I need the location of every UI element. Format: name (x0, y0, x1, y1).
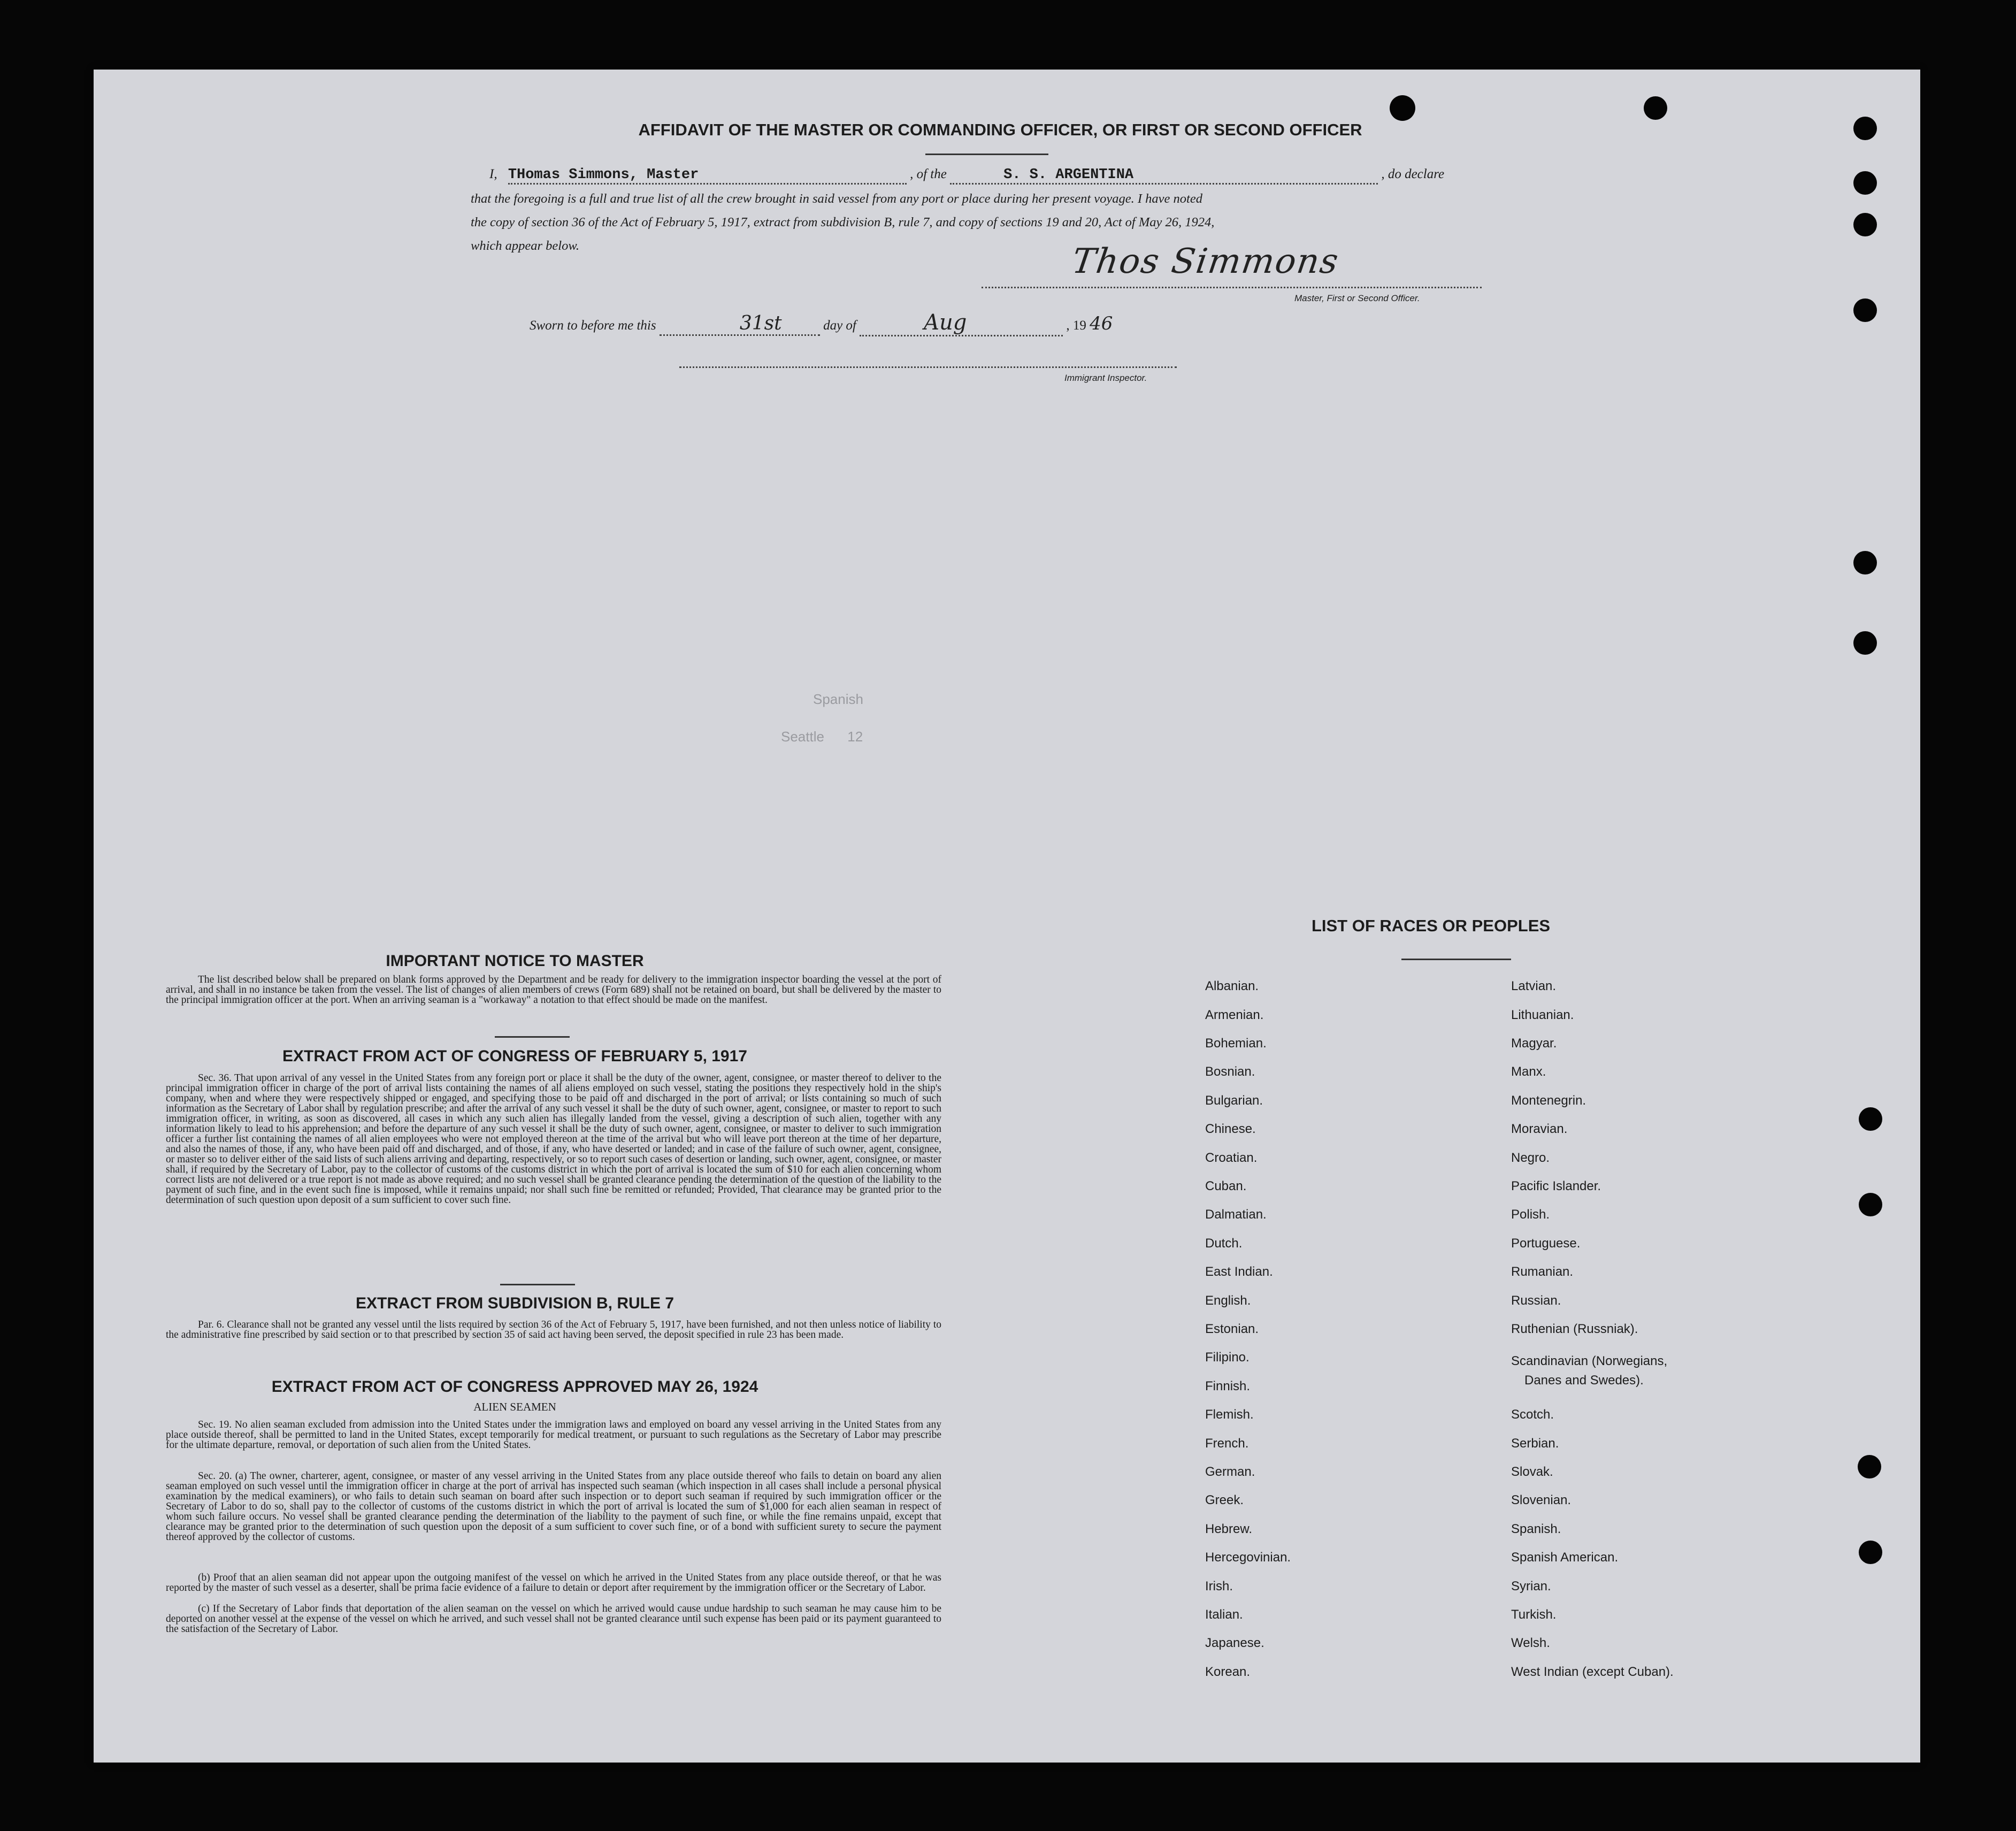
race-item: Japanese. (1205, 1636, 1264, 1650)
race-item: Spanish. (1511, 1522, 1561, 1536)
inspector-caption: Immigrant Inspector. (1064, 373, 1147, 383)
sec20b-text: (b) Proof that an alien seaman did not appear upon the outgoing manifest of the vessel on which he arrived in the United States from any place outside thereof, or that he was reported by the master of such vessel as a deserter, shall be prima facie evidence of a failure to detain or deport after requirement by the immigration officer or the Secretary of Labor. (166, 1572, 941, 1593)
race-item: Dalmatian. (1205, 1207, 1267, 1222)
race-item: Cuban. (1205, 1179, 1247, 1193)
race-item: Polish. (1511, 1207, 1550, 1222)
race-item: Greek. (1205, 1493, 1244, 1507)
punch-hole (1859, 1107, 1882, 1131)
signer-caption: Master, First or Second Officer. (1294, 293, 1420, 303)
affidavit-title: AFFIDAVIT OF THE MASTER OR COMMANDING OFFICER, OR FIRST OR SECOND OFFICER (638, 120, 1362, 139)
punch-hole (1853, 631, 1877, 655)
races-divider (1401, 959, 1511, 960)
affidavit-line-1 (489, 167, 1586, 184)
sec20c-text: (c) If the Secretary of Labor finds that deportation of the alien seaman on the vessel on which he arrived would cause undue hardship to such seaman he may cause him to be deported on another vessel at the expense of the vessel on which he arrived, and such vessel shall not be granted clearance until such expense has been paid or its payment guaranteed to the satisfaction of the Secretary of Labor. (166, 1603, 941, 1635)
race-item: Rumanian. (1511, 1265, 1574, 1279)
bleed-through-text: Spanish (813, 691, 863, 707)
do-declare-label: , do declare (1381, 167, 1445, 181)
punch-hole (1644, 96, 1667, 120)
extract-1917-title: EXTRACT FROM ACT OF CONGRESS OF FEBRUARY 5, 1917 (282, 1047, 747, 1065)
year-field: 46 (1090, 313, 1113, 334)
extract-rule7-title: EXTRACT FROM SUBDIVISION B, RULE 7 (355, 1294, 674, 1312)
race-item: Finnish. (1205, 1379, 1251, 1393)
race-item: Bosnian. (1205, 1064, 1255, 1079)
section-divider (495, 1036, 570, 1038)
race-item: Korean. (1205, 1665, 1251, 1679)
affidavit-line-4: which appear below. (471, 239, 580, 253)
punch-hole (1853, 551, 1877, 574)
race-item: Ruthenian (Russniak). (1511, 1322, 1638, 1336)
extract-1917-text: Sec. 36. That upon arrival of any vessel in the United States from any foreign port or place it shall be the duty of the owner, agent, consignee, or master thereof to deliver to the principal immigration officer in charge of the port of arrival lists containing the names of all aliens employed on such vessel, stating the positions they respectively hold in the ship's company, when and where they were respectively shipped or engaged, and specifying those to be paid off and discharged in the port of arrival; or lists containing so much of such information as the Secretary of Labor shall by regulation prescribe; and after the arrival of any such vessel it shall be the duty of such owner, agent, consignee, or master to report to such immigration officer, in writing, as soon as discovered, all cases in which any such alien has illegally landed from the vessel, giving a description of such alien, together with any information likely to lead to his apprehension; and before the departure of any such vessel it shall be the duty of such owner, agent, consignee, or master to deliver to such immigration officer a further list containing the names of all alien employees who were not employed thereon at the time of the arrival but who will leave port thereon at the time of her departure, and also the names of those, if any, who have been paid off and discharged, and of those, if any, who have deserted or landed; and in case of the failure of such owner, agent, consignee, or master so to deliver either of the said lists of such aliens arriving and departing, respectively, or so to report such cases of desertion or landing, such owner, agent, consignee, or master shall, if required by the Secretary of Labor, pay to the collector of customs of the customs district in which the port of arrival is located the sum of $10 for each alien concerning whom correct lists are not delivered or a true report is not made as above required; and no such vessel shall be granted clearance pending the determination of the question of the liability to the payment of such fine, and in the event such fine is imposed, while it remains unpaid; nor shall such fine be remitted or refunded; Provided, That clearance may be granted prior to the determination of such question upon deposit of a sum sufficient to cover such fine. (166, 1072, 941, 1206)
race-item: Slovak. (1511, 1465, 1553, 1479)
race-item: Bulgarian. (1205, 1093, 1263, 1108)
race-item: Bohemian. (1205, 1036, 1267, 1051)
race-item: Russian. (1511, 1293, 1561, 1308)
race-item: Hercegovinian. (1205, 1550, 1291, 1565)
race-item: Montenegrin. (1511, 1093, 1586, 1108)
race-item: Slovenian. (1511, 1493, 1572, 1507)
notice-title: IMPORTANT NOTICE TO MASTER (386, 952, 644, 970)
punch-hole (1853, 298, 1877, 322)
punch-hole (1859, 1541, 1882, 1564)
race-item: Estonian. (1205, 1322, 1259, 1336)
race-item: Moravian. (1511, 1122, 1568, 1136)
punch-hole (1859, 1193, 1882, 1216)
race-item: Magyar. (1511, 1036, 1557, 1051)
race-item: German. (1205, 1465, 1255, 1479)
race-item: English. (1205, 1293, 1251, 1308)
sworn-label: Sworn to before me this (530, 318, 656, 333)
inspector-signature-line (679, 366, 1177, 368)
extract-1924-title: EXTRACT FROM ACT OF CONGRESS APPROVED MAY 26, 1924 (271, 1378, 758, 1396)
sworn-month-field: Aug (924, 310, 967, 335)
race-item: Croatian. (1205, 1151, 1258, 1165)
of-the-label: , of the (910, 167, 947, 181)
extract-1924-subtitle: ALIEN SEAMEN (473, 1400, 556, 1413)
race-item: Scandinavian (Norwegians, (1511, 1354, 1668, 1368)
sworn-day-field: 31st (739, 312, 782, 334)
race-item: Serbian. (1511, 1436, 1559, 1451)
race-item: Irish. (1205, 1579, 1233, 1593)
race-item: Filipino. (1205, 1350, 1250, 1365)
race-item: Flemish. (1205, 1407, 1254, 1422)
bleed-through-text: Seattle 12 (781, 729, 863, 745)
affidavit-line-2: that the foregoing is a full and true list of all the crew brought in said vessel from any port or place during her present voyage. I have noted (471, 191, 1202, 206)
extract-rule7-text: Par. 6. Clearance shall not be granted any vessel until the lists required by section 36 of the Act of February 5, 1917, have been furnished, and not then unless notice of liability to the administrative fine prescribed by said section or to that prescribed by section 35 of said act having been served, the deposit specified in rule 23 has been made. (166, 1319, 941, 1340)
race-item: Chinese. (1205, 1122, 1256, 1136)
race-item: Negro. (1511, 1151, 1550, 1165)
race-item: Dutch. (1205, 1236, 1243, 1251)
punch-hole (1853, 171, 1877, 195)
race-item: Lithuanian. (1511, 1008, 1574, 1022)
race-item: Turkish. (1511, 1607, 1557, 1622)
race-item: Albanian. (1205, 979, 1259, 993)
section-divider (500, 1284, 575, 1285)
race-item: Spanish American. (1511, 1550, 1619, 1565)
sec19-text: Sec. 19. No alien seaman excluded from admission into the United States under the immigration laws and employed on board any vessel arriving in the United States from any place outside thereof, shall be permitted to land in the United States, except temporarily for medical treatment, or pursuant to such regulations as the Secretary of Labor may prescribe for the ultimate departure, removal, or deportation of such alien from the United States. (166, 1419, 941, 1451)
race-item: Manx. (1511, 1064, 1546, 1079)
punch-hole (1853, 117, 1877, 140)
punch-hole (1390, 95, 1415, 121)
race-item: East Indian. (1205, 1265, 1273, 1279)
race-item: Scotch. (1511, 1407, 1554, 1422)
vessel-name-field: S. S. ARGENTINA (1003, 167, 1134, 183)
master-signature: Thos Simmons (1069, 242, 1342, 281)
race-item: Danes and Swedes). (1524, 1373, 1644, 1388)
race-item: Hebrew. (1205, 1522, 1253, 1536)
race-item: French. (1205, 1436, 1249, 1451)
race-item: Pacific Islander. (1511, 1179, 1601, 1193)
races-title: LIST OF RACES OR PEOPLES (1311, 916, 1551, 935)
race-item: Portuguese. (1511, 1236, 1581, 1251)
notice-text: The list described below shall be prepared on blank forms approved by the Department and be ready for delivery to the immigration inspector boarding the vessel at the port of arrival, and shall in no instance be taken from the vessel. The list of changes of alien members of crews (Form 689) shall not be retained on board, but shall be delivered by the master to the principal immigration officer at the port. When an arriving seaman is a "workaway" a notation to that effect should be made on the manifest. (166, 974, 941, 1006)
title-divider (925, 154, 1048, 155)
race-item: Latvian. (1511, 979, 1557, 993)
sworn-line (530, 310, 1113, 335)
sec20a-text: Sec. 20. (a) The owner, charterer, agent, consignee, or master of any vessel arriving in the United States from any place outside thereof who fails to detain on board any alien seaman employed on such vessel until the immigration officer in charge at the port of arrival has inspected such seaman (which inspection in all cases shall include a personal physical examination by the medical examiners), or who fails to detain such seaman on board after such inspection or to deport such seaman if required by such immigration officer or the Secretary of Labor to do so, shall pay to the collector of customs of the customs district in which the port of arrival is located the sum of $1,000 for each alien seaman in respect of whom such failure occurs. No vessel shall be granted clearance pending the determination of the liability to the payment of such fine, or while the fine remains unpaid, except that clearance may be granted prior to the determination of such question upon the deposit of a sum sufficient to cover such fine, or of a bond with sufficient surety to secure the payment thereof approved by the collector of customs. (166, 1470, 941, 1543)
race-item: Syrian. (1511, 1579, 1551, 1593)
day-of-label: day of (823, 318, 856, 333)
race-item: Italian. (1205, 1607, 1243, 1622)
race-item: West Indian (except Cuban). (1511, 1665, 1674, 1679)
affidavit-line-3: the copy of section 36 of the Act of February 5, 1917, extract from subdivision B, rule 7, and copy of sections 19 and 20, Act of May 26, 1924, (471, 215, 1215, 229)
master-name-field: THomas Simmons, Master (508, 167, 699, 183)
i-label: I, (489, 167, 497, 181)
year-prefix: , 19 (1066, 318, 1086, 333)
document-page (94, 70, 1920, 1763)
punch-hole (1858, 1455, 1881, 1478)
punch-hole (1853, 213, 1877, 236)
race-item: Armenian. (1205, 1008, 1264, 1022)
race-item: Welsh. (1511, 1636, 1550, 1650)
signature-line (982, 287, 1482, 288)
